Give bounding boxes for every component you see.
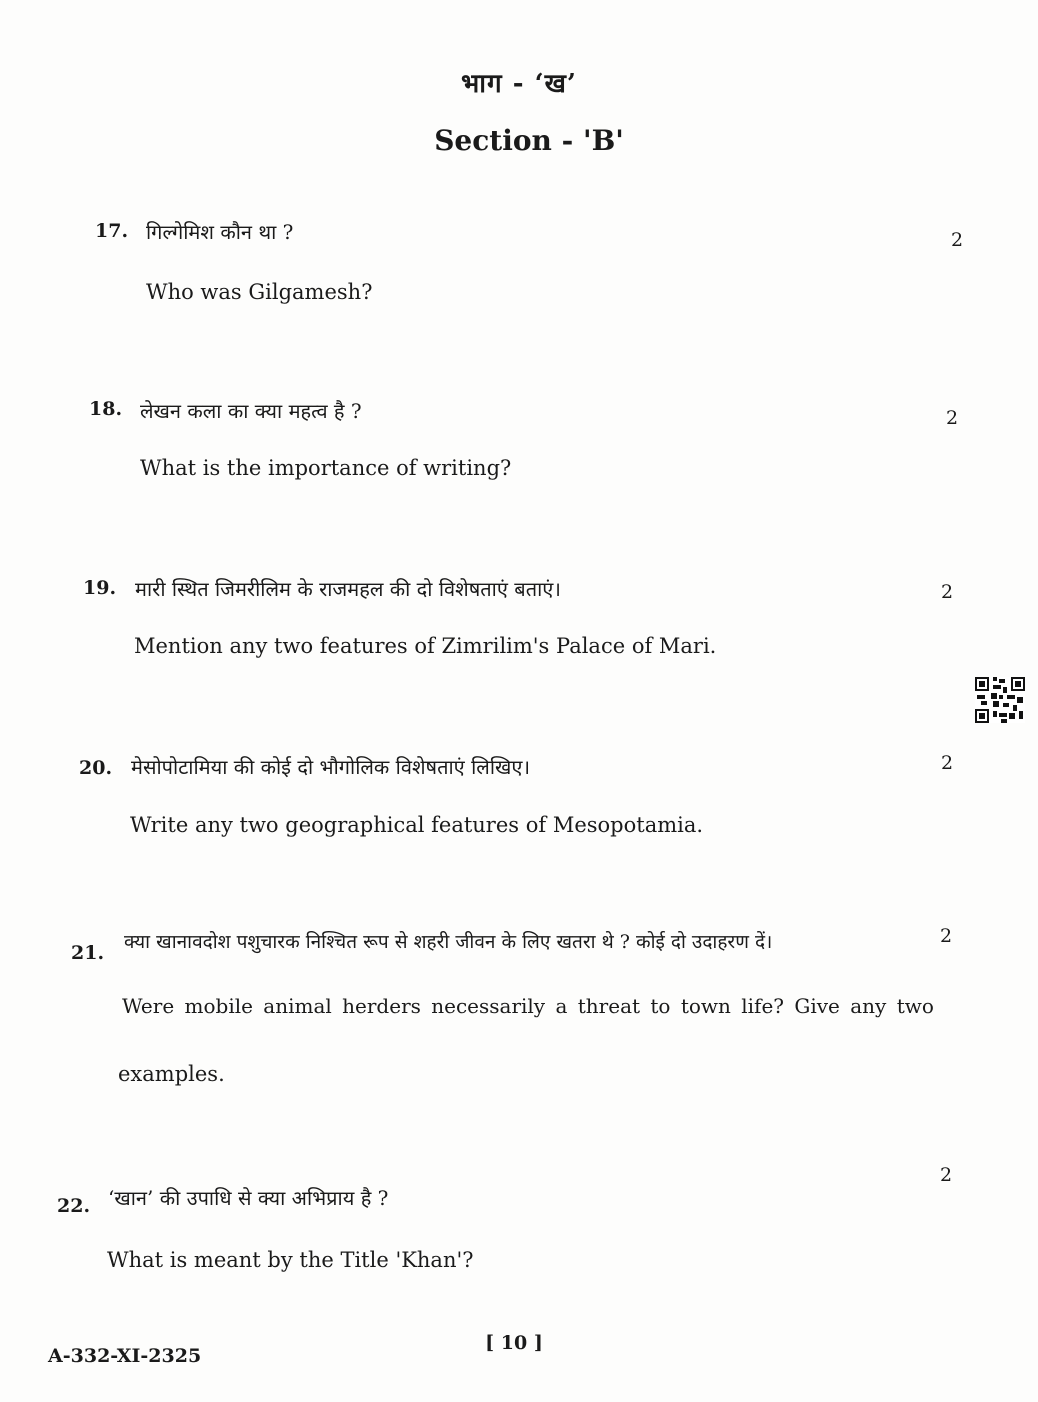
question-text-english: Who was Gilgamesh? <box>146 280 373 304</box>
part-heading-hindi: भाग - ‘ख’ <box>461 69 577 99</box>
question-text-english: What is meant by the Title 'Khan'? <box>107 1248 474 1272</box>
question-number: 17. <box>95 220 129 242</box>
question-number: 19. <box>83 577 117 599</box>
question-marks: 2 <box>940 925 953 947</box>
question-marks: 2 <box>940 1164 953 1186</box>
question-marks: 2 <box>951 229 964 251</box>
question-text-hindi: क्या खानावदोश पशुचारक निश्चित रूप से शहरी जीवन के लिए खतरा थे ? कोई दो उदाहरण दें। <box>124 931 773 953</box>
question-text-hindi: मेसोपोटामिया की कोई दो भौगोलिक विशेषताएं लिखिए। <box>131 755 531 779</box>
question-text-hindi: मारी स्थित जिमरीलिम के राजमहल की दो विशेषताएं बताएं। <box>135 577 561 601</box>
question-text-english-line1: Were mobile animal herders necessarily a threat to town life? Give any two <box>122 994 934 1018</box>
paper-code: A-332-XI-2325 <box>48 1345 202 1367</box>
question-text-english: What is the importance of writing? <box>140 456 512 480</box>
qr-code-icon <box>975 677 1025 723</box>
question-text-english-line2: examples. <box>118 1062 225 1086</box>
question-text-english: Mention any two features of Zimrilim's Palace of Mari. <box>134 634 717 658</box>
question-text-hindi: लेखन कला का क्या महत्व है ? <box>140 399 362 423</box>
question-number: 22. <box>57 1195 91 1217</box>
question-number: 18. <box>89 398 123 420</box>
page-number: [ 10 ] <box>485 1332 543 1354</box>
question-marks: 2 <box>941 581 954 603</box>
question-number: 21. <box>71 942 105 964</box>
question-text-hindi: ‘खान’ की उपाधि से क्या अभिप्राय है ? <box>108 1186 389 1210</box>
question-text-hindi: गिल्गेमिश कौन था ? <box>146 220 294 244</box>
question-text-english: Write any two geographical features of Mesopotamia. <box>130 813 704 837</box>
question-marks: 2 <box>941 752 954 774</box>
question-marks: 2 <box>946 407 959 429</box>
question-number: 20. <box>79 757 113 779</box>
section-heading-english: Section - 'B' <box>434 124 624 157</box>
